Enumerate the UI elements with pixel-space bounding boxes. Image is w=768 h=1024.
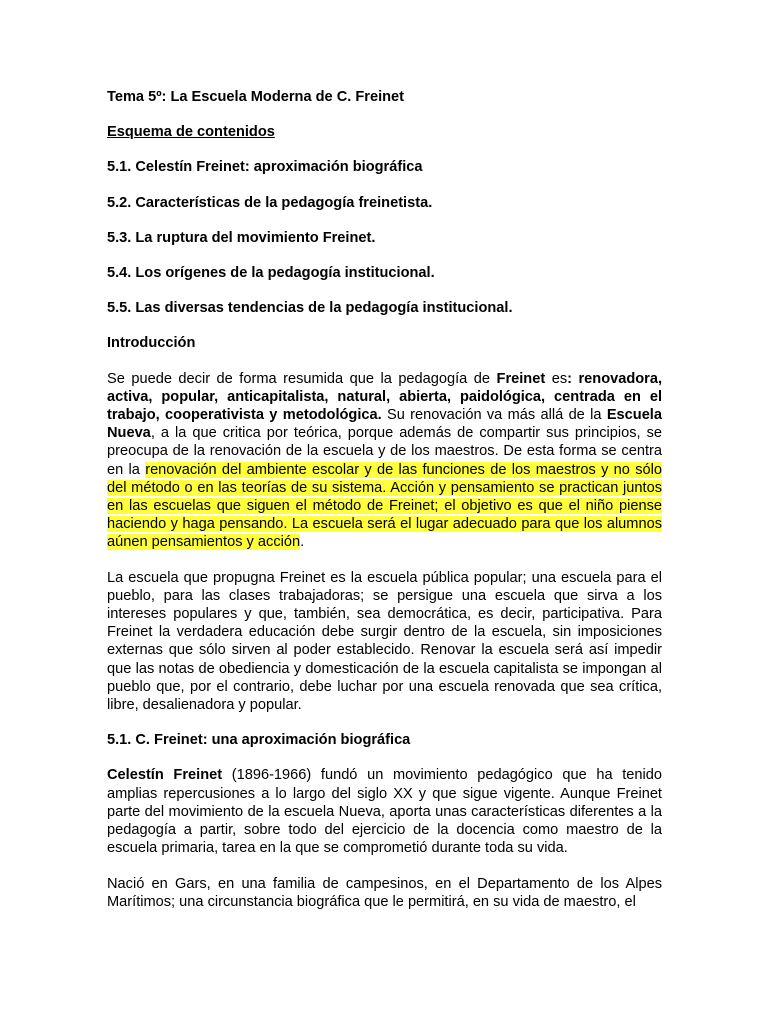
section-1-heading: 5.1. C. Freinet: una aproximación biográfica (107, 732, 411, 749)
text-run: , a la que critica por teórica, porque además de compartir sus principios, se preocupa de la renovación de la escuela y de los maestros. De esta forma se centra en la (107, 425, 662, 478)
text-run: . (300, 534, 305, 551)
intro-heading: Introducción (107, 335, 196, 352)
text-run: Se puede decir de forma resumida que la pedagogía de (107, 370, 497, 387)
intro-paragraph-2: La escuela que propugna Freinet es la escuela pública popular; una escuela para el pueblo, para las clases trabajadoras; se persigue una escuela que sirva a los intereses populares y que, también, sea democrática, es decir, participativa. Para Freinet la verdadera educación debe surgir dentro de la escuela, sin imposiciones externas que sólo sirven al poder establecido. Renovar la escuela será así impedir que las notas de obediencia y domesticación de la escuela capitalista se impongan al pueblo que, por el contrario, debe luchar por una escuela renovada que sea crítica, libre, desalienadora y popular. (107, 569, 662, 714)
bold-run: Freinet (496, 370, 546, 387)
section-1-paragraph-2: Nació en Gars, en una familia de campesinos, en el Departamento de los Alpes Marítimos; una circunstancia biográfica que le permitirá, en su vida de maestro, el (107, 875, 662, 910)
highlighted-text: renovación del ambiente escolar y de las funciones de los maestros y no sólo del método o en las teorías de su sistema. Acción y pensamiento se practican juntos en las escuelas que siguen el método de Freinet; el objetivo es que el niño piense haciendo y haga pensando. La escuela será el lugar adecuado para que los alumnos aúnen pensamientos y acción (107, 461, 662, 551)
document-page (107, 88, 662, 928)
text-run: (1896-1966) fundó un movimiento pedagógico que ha tenido amplias repercusiones a lo largo del siglo XX y que sigue vigente. Aunque Freinet parte del movimiento de la escuela Nueva, aporta unas características diferentes a la pedagogía a partir, sobre todo del ejercicio de la docencia como maestro de la escuela primaria, tarea en la que se comprometió durante toda su vida. (107, 767, 663, 857)
section-1-paragraph-1 (107, 766, 662, 857)
outline-item: 5.2. Características de la pedagogía freinetista. (107, 194, 433, 211)
outline-item: 5.5. Las diversas tendencias de la pedagogía institucional. (107, 300, 513, 317)
text-run: Su renovación va más allá de la (381, 407, 607, 424)
outline-heading: Esquema de contenidos (107, 124, 275, 141)
bold-run: Celestín Freinet (107, 767, 223, 784)
intro-paragraph-1 (107, 370, 662, 552)
outline-item: 5.3. La ruptura del movimiento Freinet. (107, 229, 376, 246)
text-run: es (545, 370, 568, 387)
document-title: Tema 5º: La Escuela Moderna de C. Freinet (107, 89, 405, 105)
outline-item: 5.1. Celestín Freinet: aproximación biográfica (107, 159, 423, 176)
bold-run: Escuela Nueva (107, 407, 662, 442)
outline-item: 5.4. Los orígenes de la pedagogía institucional. (107, 265, 435, 282)
bold-run: : renovadora, activa, popular, anticapitalista, natural, abierta, paidológica, centrada en el trabajo, cooperativista y metodológica. (107, 370, 663, 424)
